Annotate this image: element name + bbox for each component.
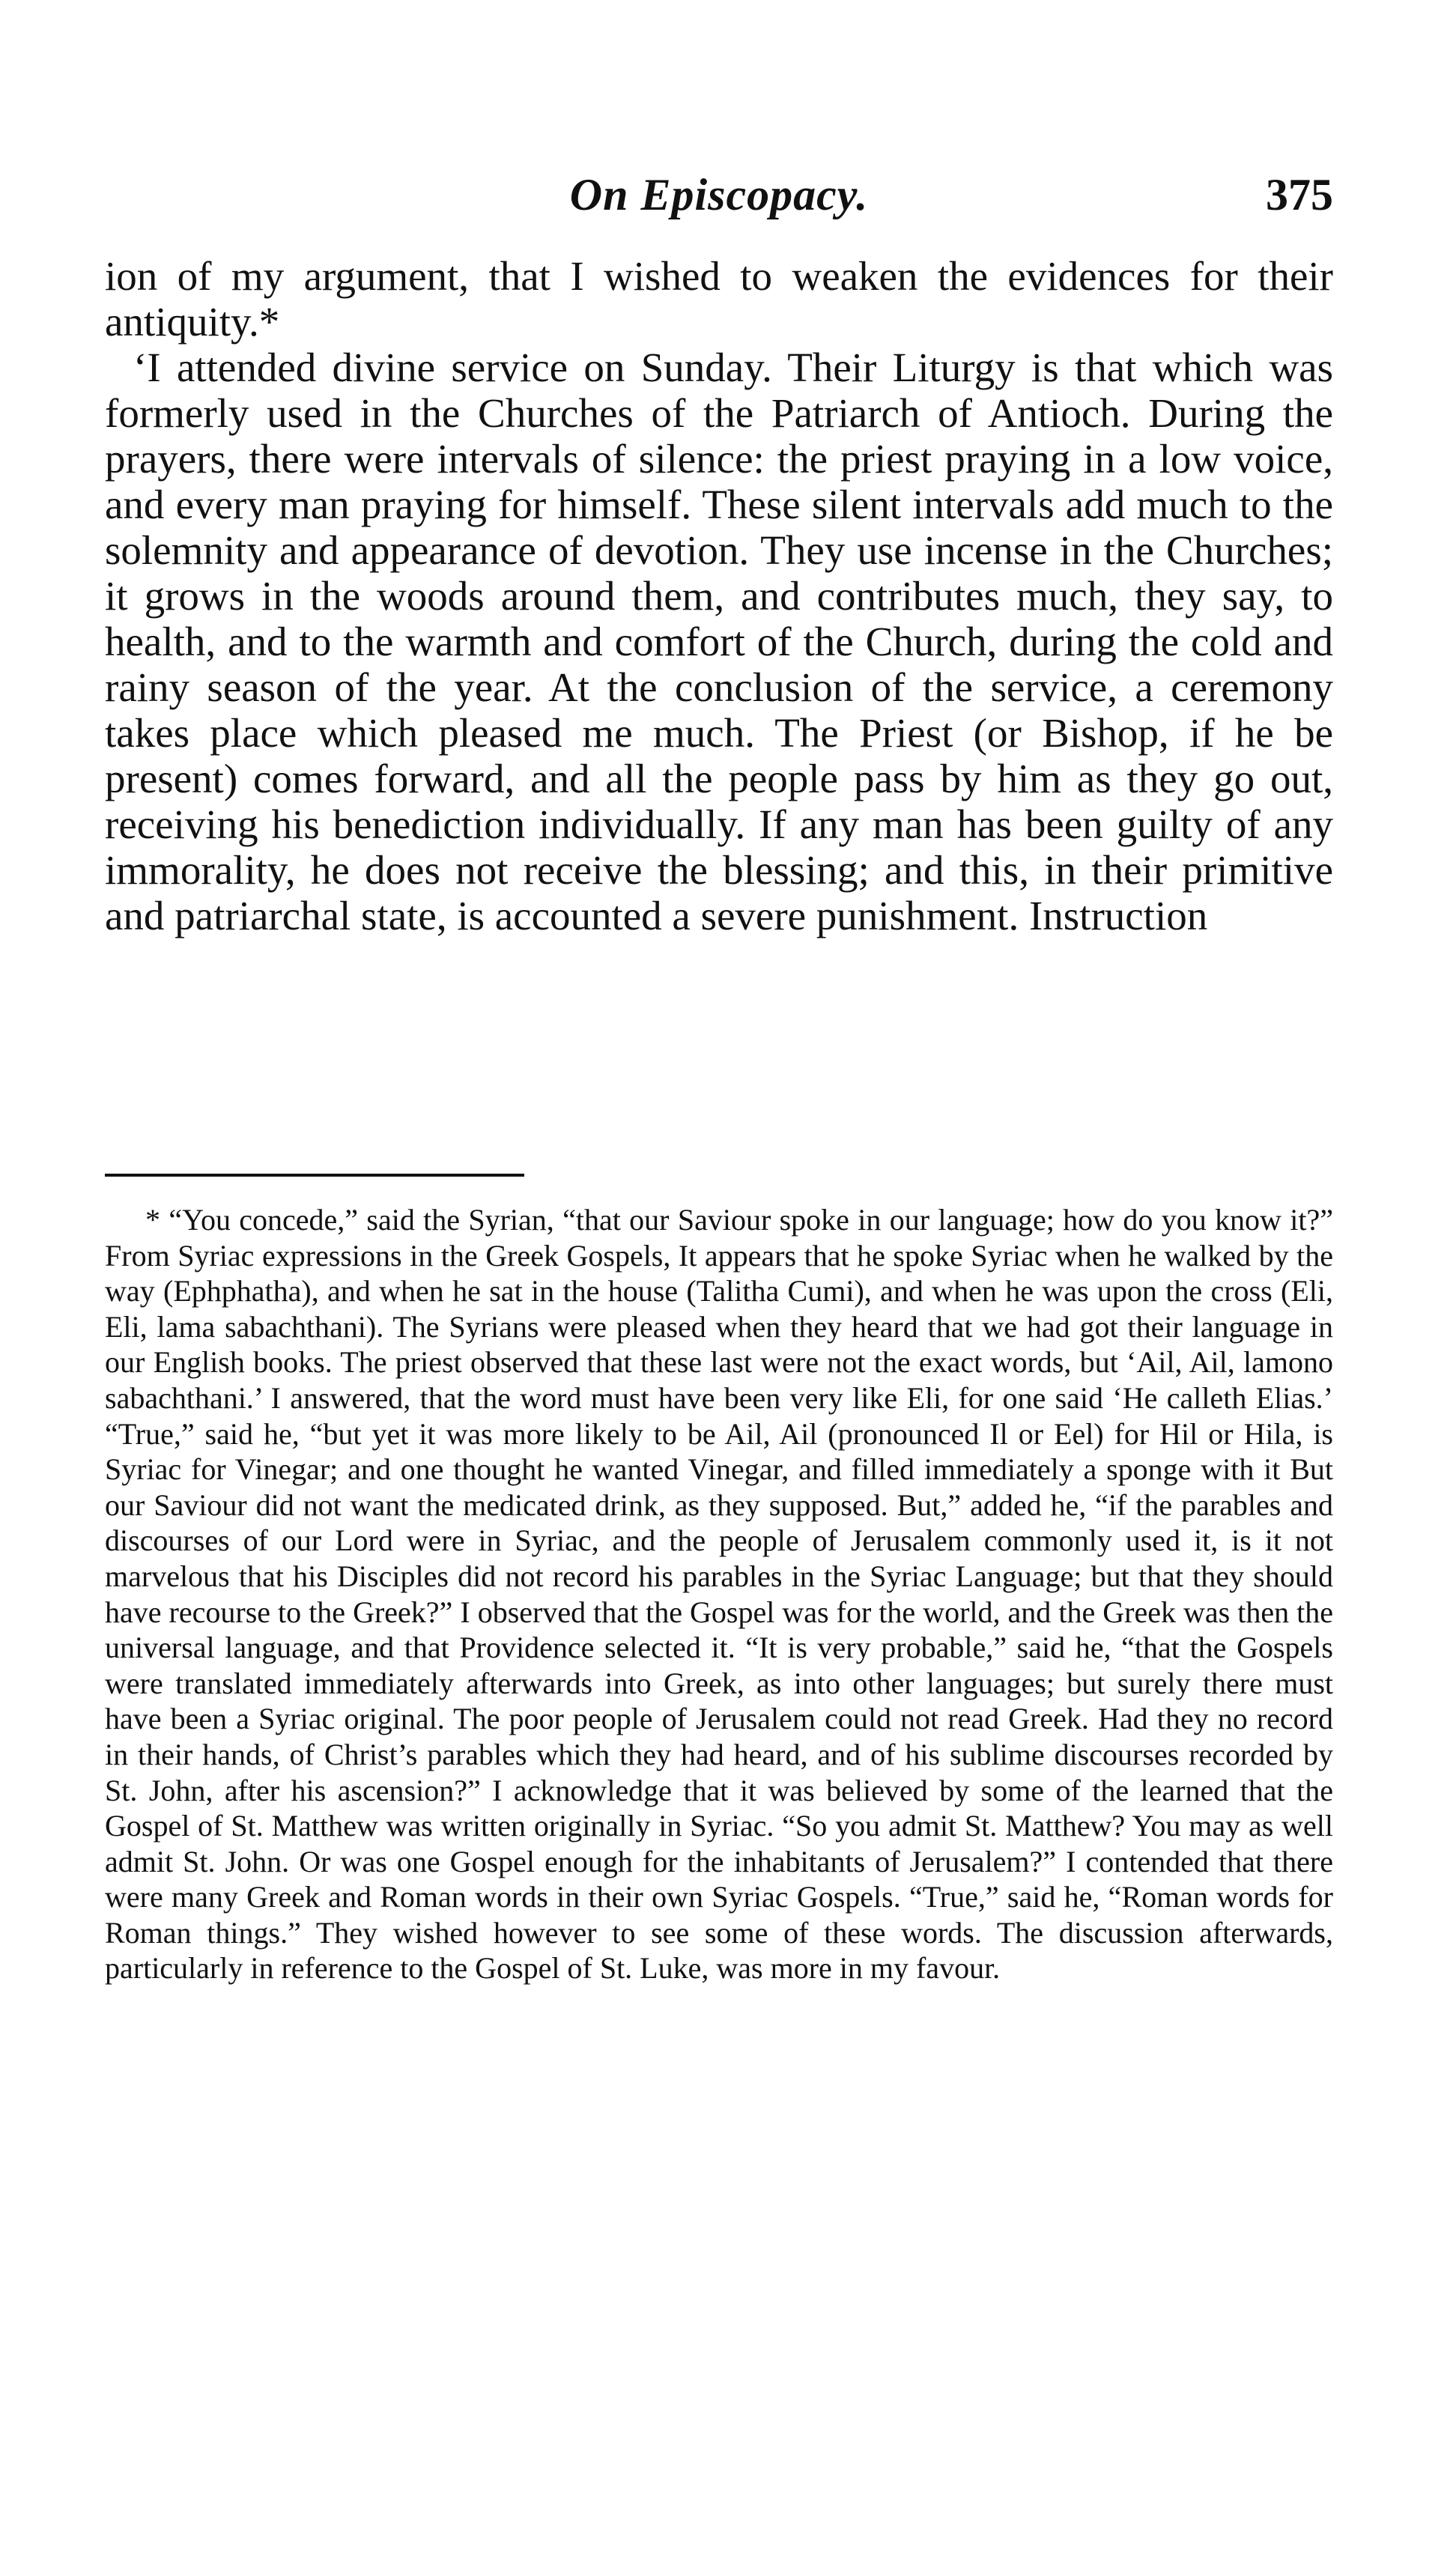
running-title: On Episcopacy. (569, 170, 869, 219)
page-number: 375 (1266, 170, 1333, 219)
footnote-separator (105, 1174, 524, 1177)
footnote (105, 1202, 1333, 1986)
main-text (105, 253, 1333, 938)
paragraph-divine-service: ‘I attended divine service on Sunday. Their Liturgy is that which was formerly used in the Churches of the Patriarch of Antioch. During the prayers, there were intervals of silence: the priest praying in a low voice, and every man praying for himself. These silent intervals add much to the solemnity and appearance of devotion. They use incense in the Churches; it grows in the woods around them, and contributes much, they say, to health, and to the warmth and comfort of the Church, during the cold and rainy season of the year. At the conclusion of the service, a ceremony takes place which pleased me much. The Priest (or Bishop, if he be present) comes forward, and all the people pass by him as they go out, receiving his benediction individually. If any man has been guilty of any immorality, he does not receive the blessing; and this, in their primitive and patriarchal state, is accounted a severe punishment. Instruction (105, 345, 1333, 938)
paragraph-continued: ion of my argument, that I wished to weaken the evidences for their antiquity.* (105, 253, 1333, 345)
footnote-text: * “You concede,” said the Syrian, “that our Saviour spoke in our language; how do you know it?” From Syriac expressions in the Greek Gospels, It appears that he spoke Syriac when he walked by the way (Ephphatha), and when he sat in the house (Talitha Cumi), and when he was upon the cross (Eli, Eli, lama sabachthani). The Syrians were pleased when they heard that we had got their language in our English books. The priest observed that these last were not the exact words, but ‘Ail, Ail, lamono sabachthani.’ I answered, that the word must have been very like Eli, for one said ‘He calleth Elias.’ “True,” said he, “but yet it was more likely to be Ail, Ail (pronounced Il or Eel) for Hil or Hila, is Syriac for Vinegar; and one thought he wanted Vinegar, and filled immediately a sponge with it But our Saviour did not want the medicated drink, as they supposed. But,” added he, “if the parables and discourses of our Lord were in Syriac, and the people of Jerusalem commonly used it, is it not marvelous that his Disciples did not record his parables in the Syriac Language; but that they should have recourse to the Greek?” I observed that the Gospel was for the world, and the Greek was then the universal language, and that Providence selected it. “It is very probable,” said he, “that the Gospels were translated immediately afterwards into Greek, as into other languages; but surely there must have been a Syriac original. The poor people of Jerusalem could not read Greek. Had they no record in their hands, of Christ’s parables which they had heard, and of his sublime discourses recorded by St. John, after his ascension?” I acknowledge that it was believed by some of the learned that the Gospel of St. Matthew was written originally in Syriac. “So you admit St. Matthew? You may as well admit St. John. Or was one Gospel enough for the inhabitants of Jerusalem?” I contended that there were many Greek and Roman words in their own Syriac Gospels. “True,” said he, “Roman words for Roman things.” They wished however to see some of these words. The discussion afterwards, particularly in reference to the Gospel of St. Luke, was more in my favour. (105, 1203, 1333, 1986)
page-header (105, 163, 1333, 231)
